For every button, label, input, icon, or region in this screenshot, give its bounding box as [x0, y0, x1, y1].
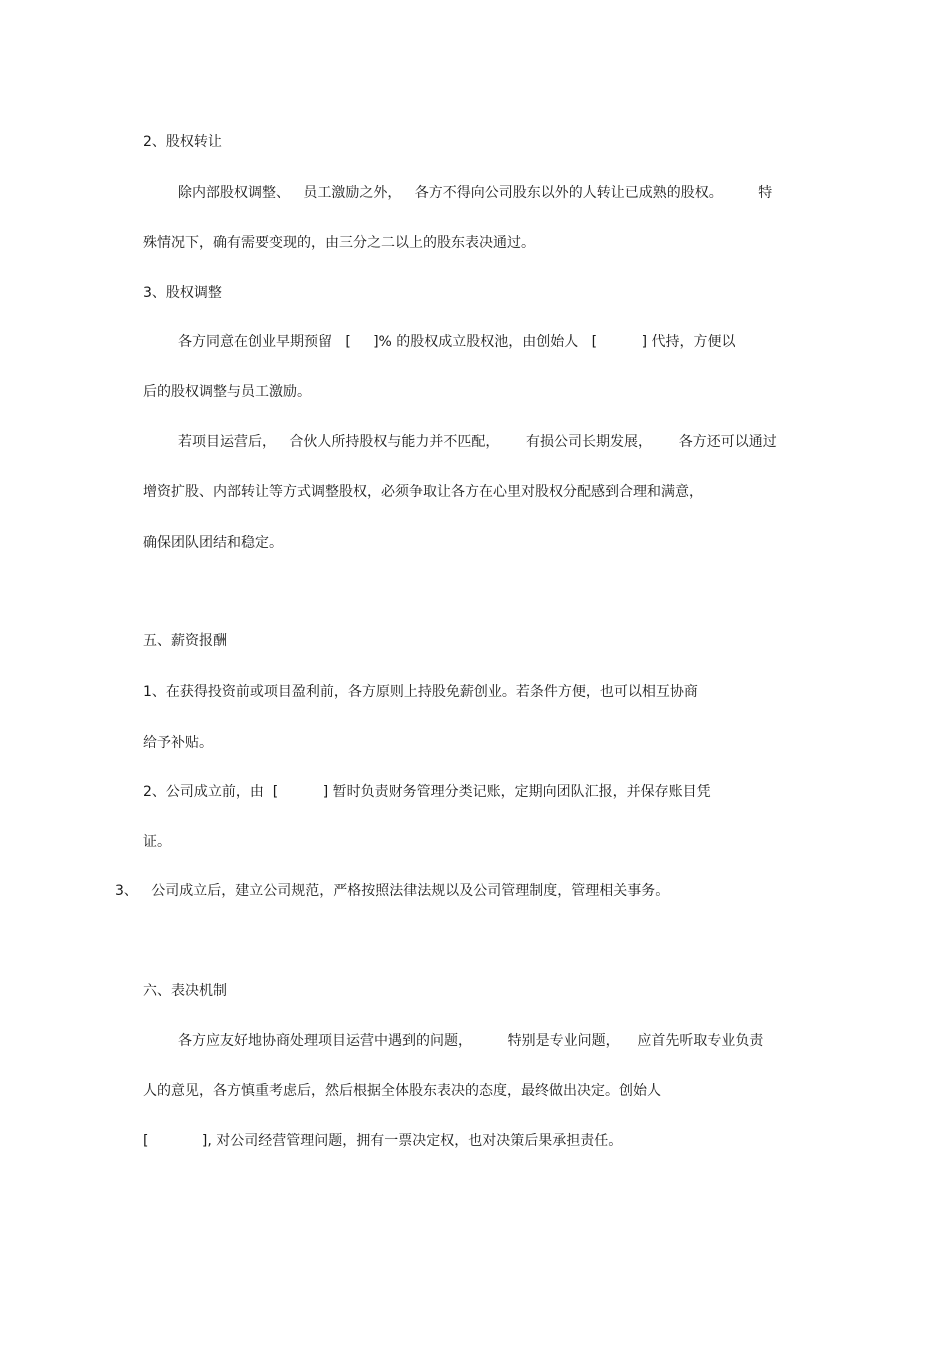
- paragraph-line: 人的意见，各方慎重考虑后，然后根据全体股东表决的态度，最终做出决定。创始人: [143, 1083, 661, 1099]
- paragraph-line: 殊情况下，确有需要变现的，由三分之二以上的股东表决通过。: [143, 235, 535, 251]
- heading-compensation: 五、薪资报酬: [143, 633, 227, 649]
- paragraph-line: 1、在获得投资前或项目盈利前，各方原则上持股免薪创业。若条件方便，也可以相互协商: [143, 684, 698, 700]
- paragraph-line: [ ], 对公司经营管理问题，拥有一票决定权，也对决策后果承担责任。: [143, 1133, 623, 1149]
- paragraph-line: 若项目运营后， 合伙人所持股权与能力并不匹配， 有损公司长期发展， 各方还可以通过: [178, 434, 777, 450]
- paragraph-line: 各方同意在创业早期预留 [ ]% 的股权成立股权池，由创始人 [ ] 代持，方便以: [178, 334, 736, 350]
- paragraph-line: 增资扩股、内部转让等方式调整股权，必须争取让各方在心里对股权分配感到合理和满意，: [143, 484, 703, 500]
- paragraph-line: 除内部股权调整、 员工激励之外， 各方不得向公司股东以外的人转让已成熟的股权。 特: [178, 185, 773, 201]
- heading-voting-mechanism: 六、表决机制: [143, 983, 227, 999]
- paragraph-line: 各方应友好地协商处理项目运营中遇到的问题， 特别是专业问题， 应首先听取专业负责: [178, 1033, 764, 1049]
- heading-equity-transfer: 2、股权转让: [143, 134, 222, 150]
- paragraph-line: 确保团队团结和稳定。: [143, 535, 283, 551]
- paragraph-line: 给予补贴。: [143, 735, 213, 751]
- paragraph-line: 证。: [143, 834, 171, 850]
- paragraph-line: 2、公司成立前，由 [ ] 暂时负责财务管理分类记账，定期向团队汇报，并保存账目凭: [143, 784, 711, 800]
- paragraph-line: 后的股权调整与员工激励。: [143, 384, 311, 400]
- heading-equity-adjustment: 3、股权调整: [143, 285, 222, 301]
- paragraph-line: 3、 公司成立后，建立公司规范，严格按照法律法规以及公司管理制度，管理相关事务。: [115, 883, 670, 899]
